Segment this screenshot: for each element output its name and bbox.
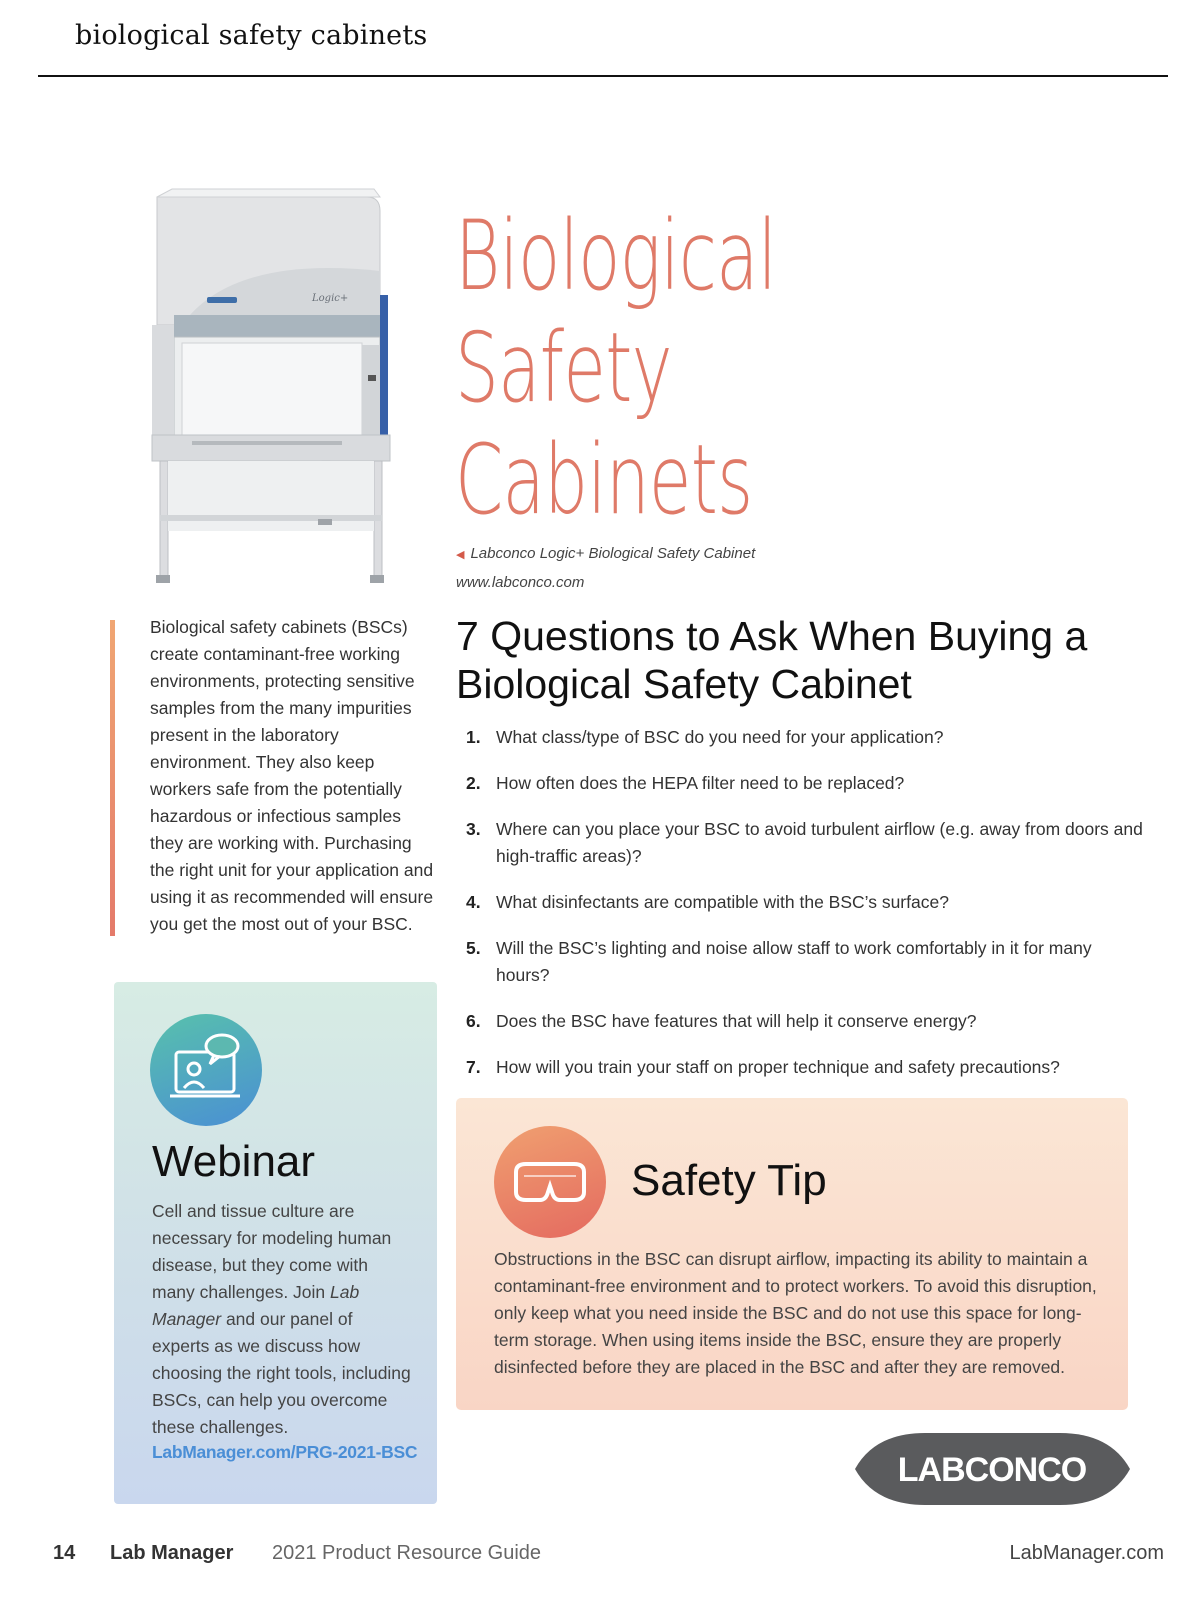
question-number: 7. — [466, 1057, 481, 1077]
logo-text: LABCONCO — [897, 1451, 1087, 1489]
safety-goggles-icon — [494, 1126, 606, 1238]
webinar-panel — [114, 982, 437, 1504]
question-item — [466, 724, 1146, 751]
question-text: How will you train your staff on proper technique and safety precautions? — [496, 1057, 1060, 1077]
question-number: 5. — [466, 938, 481, 958]
running-head: biological safety cabinets — [75, 20, 428, 51]
product-image-brand-label: Logic+ — [312, 293, 349, 304]
safety-tip-title: Safety Tip — [631, 1156, 827, 1205]
product-caption — [456, 540, 755, 596]
caret-left-icon: ◀ — [456, 549, 465, 561]
webinar-title: Webinar — [152, 1137, 316, 1186]
page-title-line-2: Cabinets — [455, 424, 753, 536]
question-text: How often does the HEPA filter need to be replaced? — [496, 773, 905, 793]
questions-heading: 7 Questions to Ask When Buying a Biological Safety Cabinet — [456, 613, 1088, 707]
webinar-presenter-icon — [150, 1014, 262, 1126]
question-number: 6. — [466, 1011, 481, 1031]
question-text: Does the BSC have features that will help it conserve energy? — [496, 1011, 977, 1031]
question-item — [466, 935, 1146, 989]
page-title-line-1: Biological Safety — [455, 200, 777, 424]
question-item — [466, 889, 1146, 916]
webinar-link[interactable]: LabManager.com/PRG-2021-BSC — [152, 1442, 418, 1462]
header-rule — [38, 75, 1168, 77]
guide-name: 2021 Product Resource Guide — [272, 1542, 542, 1564]
intro-accent-bar — [110, 620, 115, 936]
question-text: What disinfectants are compatible with the BSC’s surface? — [496, 892, 949, 912]
question-text: What class/type of BSC do you need for your application? — [496, 727, 944, 747]
magazine-name: Lab Manager — [110, 1542, 234, 1564]
page-title — [455, 200, 858, 536]
question-item — [466, 770, 1146, 797]
product-url[interactable]: www.labconco.com — [456, 574, 585, 591]
page-number: 14 — [53, 1542, 76, 1564]
question-item — [466, 816, 1146, 870]
question-text: Where can you place your BSC to avoid turbulent airflow (e.g. away from doors and high-traffic areas)? — [496, 819, 1143, 866]
labconco-logo — [855, 1433, 1130, 1505]
intro-paragraph: Biological safety cabinets (BSCs) create contaminant-free working environments, protecting sensitive samples from the many impurities present in the laboratory environment. They also keep workers safe from the potentially hazardous or infectious samples they are working with. Purchasing the right unit for your application and using it as recommended will ensure you get the most out of your BSC. — [150, 617, 434, 934]
safety-tip-panel — [456, 1098, 1128, 1410]
question-number: 1. — [466, 727, 481, 747]
question-number: 3. — [466, 819, 481, 839]
webinar-description: Cell and tissue culture are necessary for modeling human disease, but they come with many challenges. Join Lab Manager and our panel of experts as we discuss how choosing the right tools, including BSCs, can help you overcome these challenges. — [152, 1201, 411, 1437]
question-item — [466, 1008, 1146, 1035]
questions-list — [466, 724, 1146, 1100]
biological-safety-cabinet-photo — [112, 175, 492, 605]
question-item — [466, 1054, 1146, 1081]
question-text: Will the BSC’s lighting and noise allow staff to work comfortably in it for many hours? — [496, 938, 1092, 985]
question-number: 2. — [466, 773, 481, 793]
product-caption-text: Labconco Logic+ Biological Safety Cabinet — [470, 545, 756, 562]
question-number: 4. — [466, 892, 481, 912]
footer-site-link[interactable]: LabManager.com — [1009, 1542, 1164, 1564]
safety-tip-text: Obstructions in the BSC can disrupt airflow, impacting its ability to maintain a contaminant-free environment and to protect workers. To avoid this disruption, only keep what you need inside the BSC and do not use this space for long-term storage. When using items inside the BSC, ensure they are properly disinfected before they are placed in the BSC and after they are removed. — [494, 1249, 1097, 1377]
